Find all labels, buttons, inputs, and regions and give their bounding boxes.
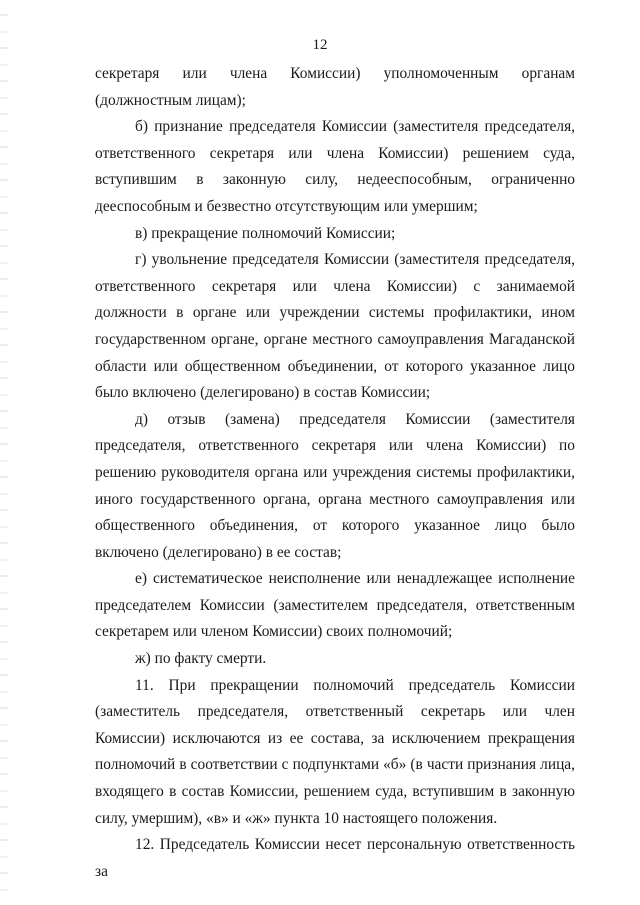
document-body <box>95 61 575 885</box>
paragraph-item-11: 11. При прекращении полномочий председатель Комиссии (заместитель председателя, ответственный секретарь или член Комиссии) исключаются из ее состава, за исключением прекращения полномочий в соответствии с подпунктами «б» (в части признания лица, входящего в состав Комиссии, решением суда, вступившим в законную силу, умершим), «в» и «ж» пункта 10 настоящего положения. <box>95 676 575 827</box>
paragraph-continuation: секретаря или члена Комиссии) уполномоченным органам (должностным лицам); <box>95 65 575 109</box>
scan-edge-marks <box>0 0 8 905</box>
paragraph-subitem-e: е) систематическое неисполнение или ненадлежащее исполнение председателем Комиссии (заместителем председателя, ответственным секретарем или членом Комиссии) своих полномочий; <box>95 570 575 641</box>
paragraph-subitem-d: д) отзыв (замена) председателя Комиссии (заместителя председателя, ответственного секретаря или члена Комиссии) по решению руководителя органа или учреждения системы профилактики, иного государственного органа, органа местного самоуправления или общественного объединения, от которого указанное лицо было включено (делегировано) в ее состав; <box>95 410 575 561</box>
page-number: 12 <box>312 37 328 53</box>
paragraph-item-12: 12. Председатель Комиссии несет персональную ответственность за <box>95 836 575 880</box>
paragraph-subitem-v: в) прекращение полномочий Комиссии; <box>135 224 396 242</box>
paragraph-subitem-g: г) увольнение председателя Комиссии (заместителя председателя, ответственного секретаря или члена Комиссии) с занимаемой должности в органе или учреждении системы профилактики, ином государственном органе, органе местного самоуправления Магаданской области или общественном объединении, от которого указанное лицо было включено (делегировано) в состав Комиссии; <box>95 251 575 402</box>
paragraph-subitem-zh: ж) по факту смерти. <box>135 650 267 668</box>
paragraph-subitem-b: б) признание председателя Комиссии (заместителя председателя, ответственного секретаря или члена Комиссии) решением суда, вступившим в законную силу, недееспособным, ограниченно дееспособным и безвестно отсутствующим или умершим; <box>95 118 575 215</box>
